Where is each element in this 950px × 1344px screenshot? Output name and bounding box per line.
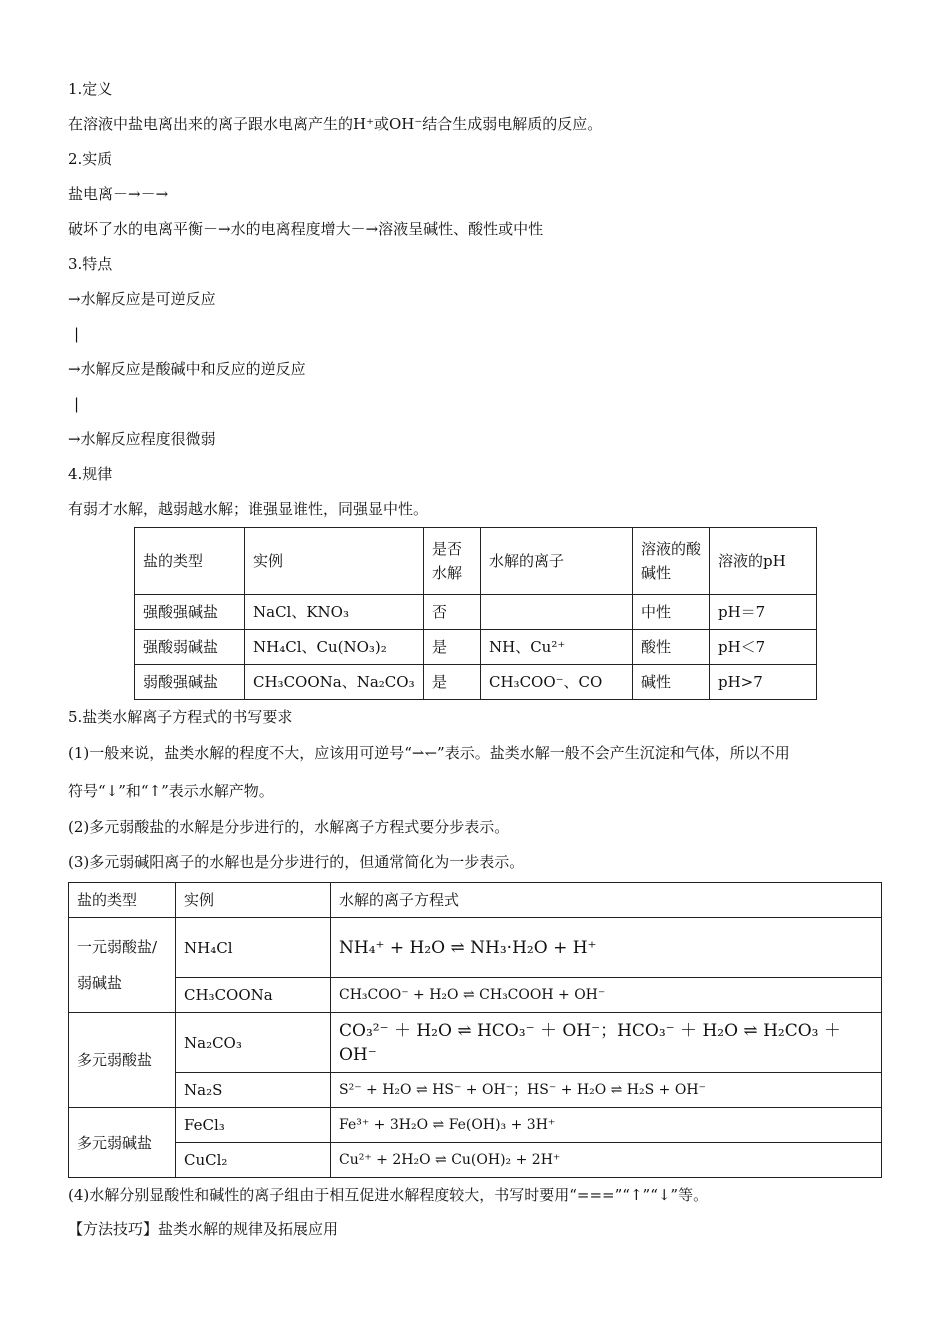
table-cell: pH＜7 [710, 630, 817, 665]
table-cell: 否 [424, 595, 481, 630]
table-cell: pH＝7 [710, 595, 817, 630]
table-header-cell: 实例 [245, 528, 424, 595]
equation-cell: Fe³⁺ + 3H₂O ⇌ Fe(OH)₃ + 3H⁺ [331, 1108, 882, 1143]
section-5-paragraph-1: (1)一般来说，盐类水解的程度不大，应该用可逆号“⇀↽”表示。盐类水解一般不会产生沉淀和气体，所以不用 [68, 744, 790, 762]
section-1-definition: 在溶液中盐电离出来的离子跟水电离产生的H⁺或OH⁻结合生成弱电解质的反应。 [68, 115, 603, 133]
equation-cell: NH₄⁺ + H₂O ⇌ NH₃·H₂O + H⁺ [331, 918, 882, 978]
salt-type-cell: 多元弱酸盐 [69, 1013, 176, 1108]
table-cell: NH、Cu²⁺ [481, 630, 633, 665]
section-3-item: →水解反应程度很微弱 [68, 430, 216, 448]
section-3-item: →水解反应是酸碱中和反应的逆反应 [68, 360, 306, 378]
section-3-divider: | [74, 395, 80, 413]
table-header-row [135, 528, 817, 595]
hydrolysis-equation-table [68, 882, 882, 1178]
table-cell: 强酸弱碱盐 [135, 630, 245, 665]
section-5-title: 5.盐类水解离子方程式的书写要求 [68, 708, 293, 726]
table-row [69, 1073, 882, 1108]
table-cell: pH>7 [710, 665, 817, 700]
example-cell: CH₃COONa [176, 978, 331, 1013]
section-3-item: →水解反应是可逆反应 [68, 290, 216, 308]
table-row [69, 918, 882, 978]
section-5-paragraph-3: (3)多元弱碱阳离子的水解也是分步进行的，但通常简化为一步表示。 [68, 853, 525, 871]
example-cell: CuCl₂ [176, 1143, 331, 1178]
table-cell: 弱酸强碱盐 [135, 665, 245, 700]
example-cell: FeCl₃ [176, 1108, 331, 1143]
table-header-cell: 水解的离子方程式 [331, 883, 882, 918]
hydrolysis-rule-table [134, 527, 817, 700]
table-row [69, 1108, 882, 1143]
example-cell: Na₂S [176, 1073, 331, 1108]
table-row [135, 595, 817, 630]
table-header-cell: 盐的类型 [135, 528, 245, 595]
table-row [69, 1013, 882, 1073]
salt-type-cell: 多元弱碱盐 [69, 1108, 176, 1178]
equation-cell: CO₃²⁻ ＋ H₂O ⇌ HCO₃⁻ ＋ OH⁻；HCO₃⁻ ＋ H₂O ⇌ H₂CO₃ ＋ OH⁻ [331, 1013, 882, 1073]
table-row [69, 978, 882, 1013]
section-4-rule: 有弱才水解，越弱越水解；谁强显谁性，同强显中性。 [68, 500, 429, 518]
section-2-line-1: 盐电离－→－→ [68, 185, 169, 203]
method-tip-title: 【方法技巧】盐类水解的规律及拓展应用 [68, 1220, 339, 1238]
table-cell: NH₄Cl、Cu(NO₃)₂ [245, 630, 424, 665]
table-header-cell: 盐的类型 [69, 883, 176, 918]
section-5-paragraph-1-cont: 符号“↓”和“↑”表示水解产物。 [68, 782, 274, 800]
table-row [69, 1143, 882, 1178]
table-row [135, 665, 817, 700]
table-header-row [69, 883, 882, 918]
document-page [68, 72, 888, 1247]
table-header-cell: 溶液的酸碱性 [633, 528, 710, 595]
table-header-cell: 溶液的pH [710, 528, 817, 595]
table-cell: CH₃COONa、Na₂CO₃ [245, 665, 424, 700]
salt-type-cell: 一元弱酸盐/弱碱盐 [69, 918, 176, 1013]
section-3-title: 3.特点 [68, 255, 113, 273]
equation-cell: S²⁻ + H₂O ⇌ HS⁻ + OH⁻；HS⁻ + H₂O ⇌ H₂S + OH⁻ [331, 1073, 882, 1108]
table-cell: CH₃COO⁻、CO [481, 665, 633, 700]
section-3-divider: | [74, 325, 80, 343]
table-cell: NaCl、KNO₃ [245, 595, 424, 630]
table-cell: 强酸强碱盐 [135, 595, 245, 630]
table-header-cell: 水解的离子 [481, 528, 633, 595]
table-cell: 酸性 [633, 630, 710, 665]
table-cell: 碱性 [633, 665, 710, 700]
table-row [135, 630, 817, 665]
table-cell [481, 595, 633, 630]
example-cell: NH₄Cl [176, 918, 331, 978]
section-2-line-2: 破坏了水的电离平衡－→水的电离程度增大－→溶液呈碱性、酸性或中性 [68, 220, 544, 238]
equation-cell: Cu²⁺ + 2H₂O ⇌ Cu(OH)₂ + 2H⁺ [331, 1143, 882, 1178]
table-cell: 是 [424, 630, 481, 665]
equation-cell: CH₃COO⁻ + H₂O ⇌ CH₃COOH + OH⁻ [331, 978, 882, 1013]
section-5-paragraph-2: (2)多元弱酸盐的水解是分步进行的，水解离子方程式要分步表示。 [68, 818, 510, 836]
section-1-title: 1.定义 [68, 80, 113, 98]
example-cell: Na₂CO₃ [176, 1013, 331, 1073]
section-4-title: 4.规律 [68, 465, 113, 483]
table-cell: 是 [424, 665, 481, 700]
table-cell: 中性 [633, 595, 710, 630]
table-header-cell: 是否水解 [424, 528, 481, 595]
section-2-title: 2.实质 [68, 150, 113, 168]
table-header-cell: 实例 [176, 883, 331, 918]
section-5-paragraph-4: (4)水解分别显酸性和碱性的离子组由于相互促进水解程度较大，书写时要用“===”“↑”“↓”等。 [68, 1186, 709, 1204]
